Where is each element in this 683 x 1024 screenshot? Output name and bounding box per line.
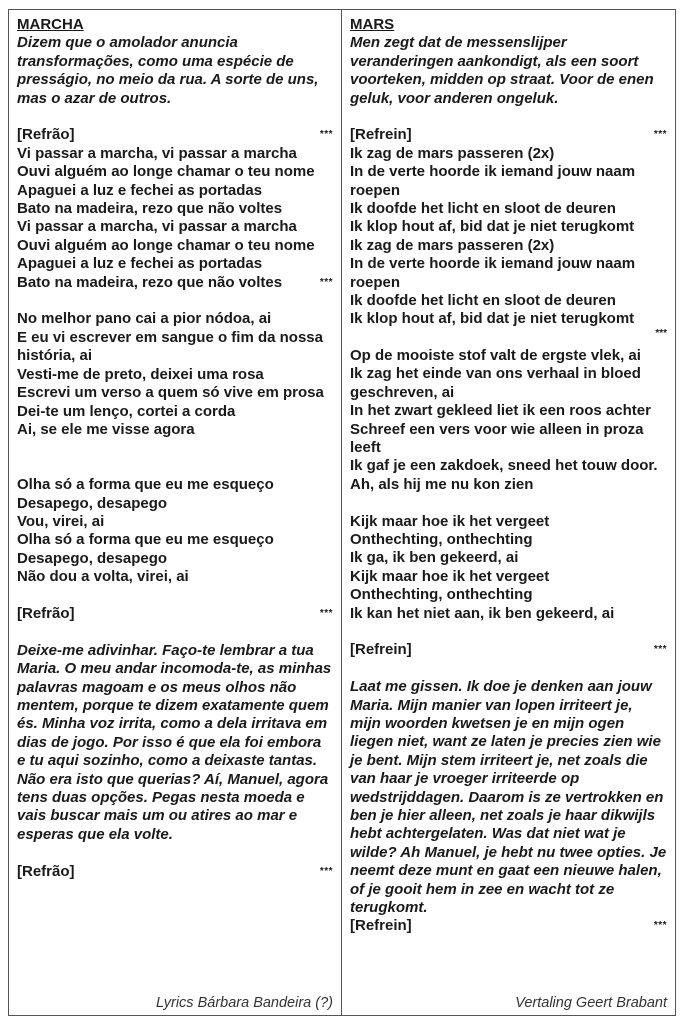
- lyric-line: In de verte hoorde ik iemand jouw naam roepen: [350, 255, 640, 291]
- refrain-heading: [17, 126, 333, 144]
- refrain-label: [Refrein]: [350, 641, 412, 659]
- lyric-line: Kijk maar hoe ik het vergeet: [350, 567, 550, 585]
- lyric-line: Ik zag de mars passeren (2x): [350, 144, 555, 162]
- lyric-line: Não dou a volta, virei, ai: [17, 568, 189, 586]
- lyric-line: Ik zag de mars passeren (2x): [350, 236, 555, 254]
- separator-stars: ***: [319, 607, 333, 619]
- refrain-heading: [350, 917, 667, 935]
- lyric-line: Schreef een vers voor wie alleen in proza leeft: [350, 420, 648, 456]
- lyric-line: Ik kan het niet aan, ik ben gekeerd, ai: [350, 604, 615, 622]
- lyric-line: Desapego, desapego: [17, 494, 168, 512]
- lyric-line: Ik doofde het licht en sloot de deuren: [350, 292, 616, 310]
- lyric-line: Vou, virei, ai: [17, 512, 105, 530]
- lyric-line: Onthechting, onthechting: [350, 530, 533, 548]
- refrain-heading: [350, 126, 667, 144]
- lyric-line: Desapego, desapego: [17, 549, 168, 567]
- lyric-line: Dei-te um lenço, cortei a corda: [17, 402, 236, 420]
- refrain-heading: [17, 863, 333, 881]
- refrain-label: [Refrão]: [17, 126, 75, 144]
- lyric-line: Kijk maar hoe ik het vergeet: [350, 512, 550, 530]
- portuguese-column: [9, 10, 342, 1015]
- spoken-passage: Laat me gissen. Ik doe je denken aan jouw Maria. Mijn manier van lopen irriteert je, mijn woorden kwetsen je en mijn ogen liegen niet, want ze laten je precies zien wie je bent. Mijn stem irriteert je, net zoals die van haar je vroeger irriteerde op wedstrijddagen. Daarom is ze vertrokken en ben je hier alleen, net zoals je haar dikwijls hebt achtergelaten. Was dat niet wat je wilde? Ah Manuel, je hebt nu twee opties. Je neemt deze munt en gaat een nieuwe halen, of je gooit hem in zee en wacht tot ze terugkomt.: [350, 678, 671, 917]
- spoken-passage: Deixe-me adivinhar. Faço-te lembrar a tua Maria. O meu andar incomoda-te, as minhas palavras magoam e os meus olhos não mentem, porque te dizem exatamente quem és. Minha voz irrita, como a dela irritava em dias de jogo. Por isso é que ela foi embora e tu aqui sozinho, como a deixaste tantas. Não era isto que querias? Aí, Manuel, agora tens duas opções. Pegas nesta moeda e vais buscar mais um ou atires ao mar e esperas que ela volte.: [17, 641, 336, 843]
- lyric-line: Ai, se ele me visse agora: [17, 420, 195, 438]
- lyric-line: Apaguei a luz e fechei as portadas: [17, 181, 263, 199]
- lyric-line: Escrevi um verso a quem só vive em prosa: [17, 384, 324, 402]
- lyric-line: Olha só a forma que eu me esqueço: [17, 531, 274, 549]
- lyric-line: In het zwart gekleed liet ik een roos achter: [350, 402, 651, 420]
- refrain-label: [Refrein]: [350, 917, 412, 935]
- lyric-line: Ouvi alguém ao longe chamar o teu nome: [17, 236, 315, 254]
- separator-stars: ***: [655, 327, 667, 339]
- lyric-line: Ouvi alguém ao longe chamar o teu nome: [17, 163, 315, 181]
- song-title: MARS: [350, 16, 395, 33]
- lyric-line: Vi passar a marcha, vi passar a marcha: [17, 218, 297, 236]
- lyric-line: Ik doofde het licht en sloot de deuren: [350, 200, 616, 218]
- refrain-label: [Refrão]: [17, 604, 75, 622]
- song-title: MARCHA: [17, 16, 84, 33]
- lyric-line: Op de mooiste stof valt de ergste vlek, ai: [350, 346, 641, 364]
- lyrics-credit: Lyrics Bárbara Bandeira (?): [155, 994, 333, 1011]
- refrain-heading: [350, 641, 667, 659]
- refrain-label: [Refrein]: [350, 126, 412, 144]
- intro-text: Dizem que o amolador anuncia transformações, como uma espécie de presságio, no meio da rua. A sorte de uns, mas o azar de outros.: [17, 34, 323, 107]
- separator-stars: ***: [319, 276, 333, 288]
- intro-text: Men zegt dat de messenslijper veranderingen aankondigt, als een soort voorteken, midden op straat. Voor de enen geluk, voor anderen ongeluk.: [350, 34, 658, 107]
- lyric-line: Apaguei a luz e fechei as portadas: [17, 255, 263, 273]
- lyric-line: No melhor pano cai a pior nódoa, ai: [17, 310, 272, 328]
- translation-credit: Vertaling Geert Brabant: [515, 994, 667, 1011]
- lyric-line: Olha só a forma que eu me esqueço: [17, 476, 274, 494]
- lyric-line: Ik gaf je een zakdoek, sneed het touw door. Ah, als hij me nu kon zien: [350, 457, 674, 493]
- lyric-line: Bato na madeira, rezo que não voltes: [17, 273, 283, 291]
- lyric-line: Ik klop hout af, bid dat je niet terugkomt: [350, 310, 635, 328]
- lyric-line: E eu vi escrever em sangue o fim da nossa história, ai: [17, 328, 328, 365]
- lyric-line: Bato na madeira, rezo que não voltes: [17, 200, 283, 218]
- dutch-column: [342, 10, 675, 1015]
- separator-stars: ***: [653, 129, 667, 141]
- separator-stars: ***: [319, 129, 333, 141]
- separator-stars: ***: [653, 644, 667, 656]
- lyric-line: In de verte hoorde ik iemand jouw naam roepen: [350, 163, 640, 199]
- separator-stars: ***: [653, 920, 667, 932]
- lyric-line: Onthechting, onthechting: [350, 586, 533, 604]
- lyric-line-with-stars: [17, 274, 333, 292]
- lyric-line: Ik ga, ik ben gekeerd, ai: [350, 549, 519, 567]
- lyrics-table: [8, 9, 676, 1016]
- refrain-heading: [17, 605, 333, 623]
- lyric-line: Ik zag het einde van ons verhaal in bloed geschreven, ai: [350, 365, 646, 401]
- lyric-line: Vesti-me de preto, deixei uma rosa: [17, 365, 264, 383]
- refrain-label: [Refrão]: [17, 862, 75, 880]
- lyric-line: Vi passar a marcha, vi passar a marcha: [17, 144, 297, 162]
- separator-stars: ***: [319, 865, 333, 877]
- lyric-line: Ik klop hout af, bid dat je niet terugkomt: [350, 218, 635, 236]
